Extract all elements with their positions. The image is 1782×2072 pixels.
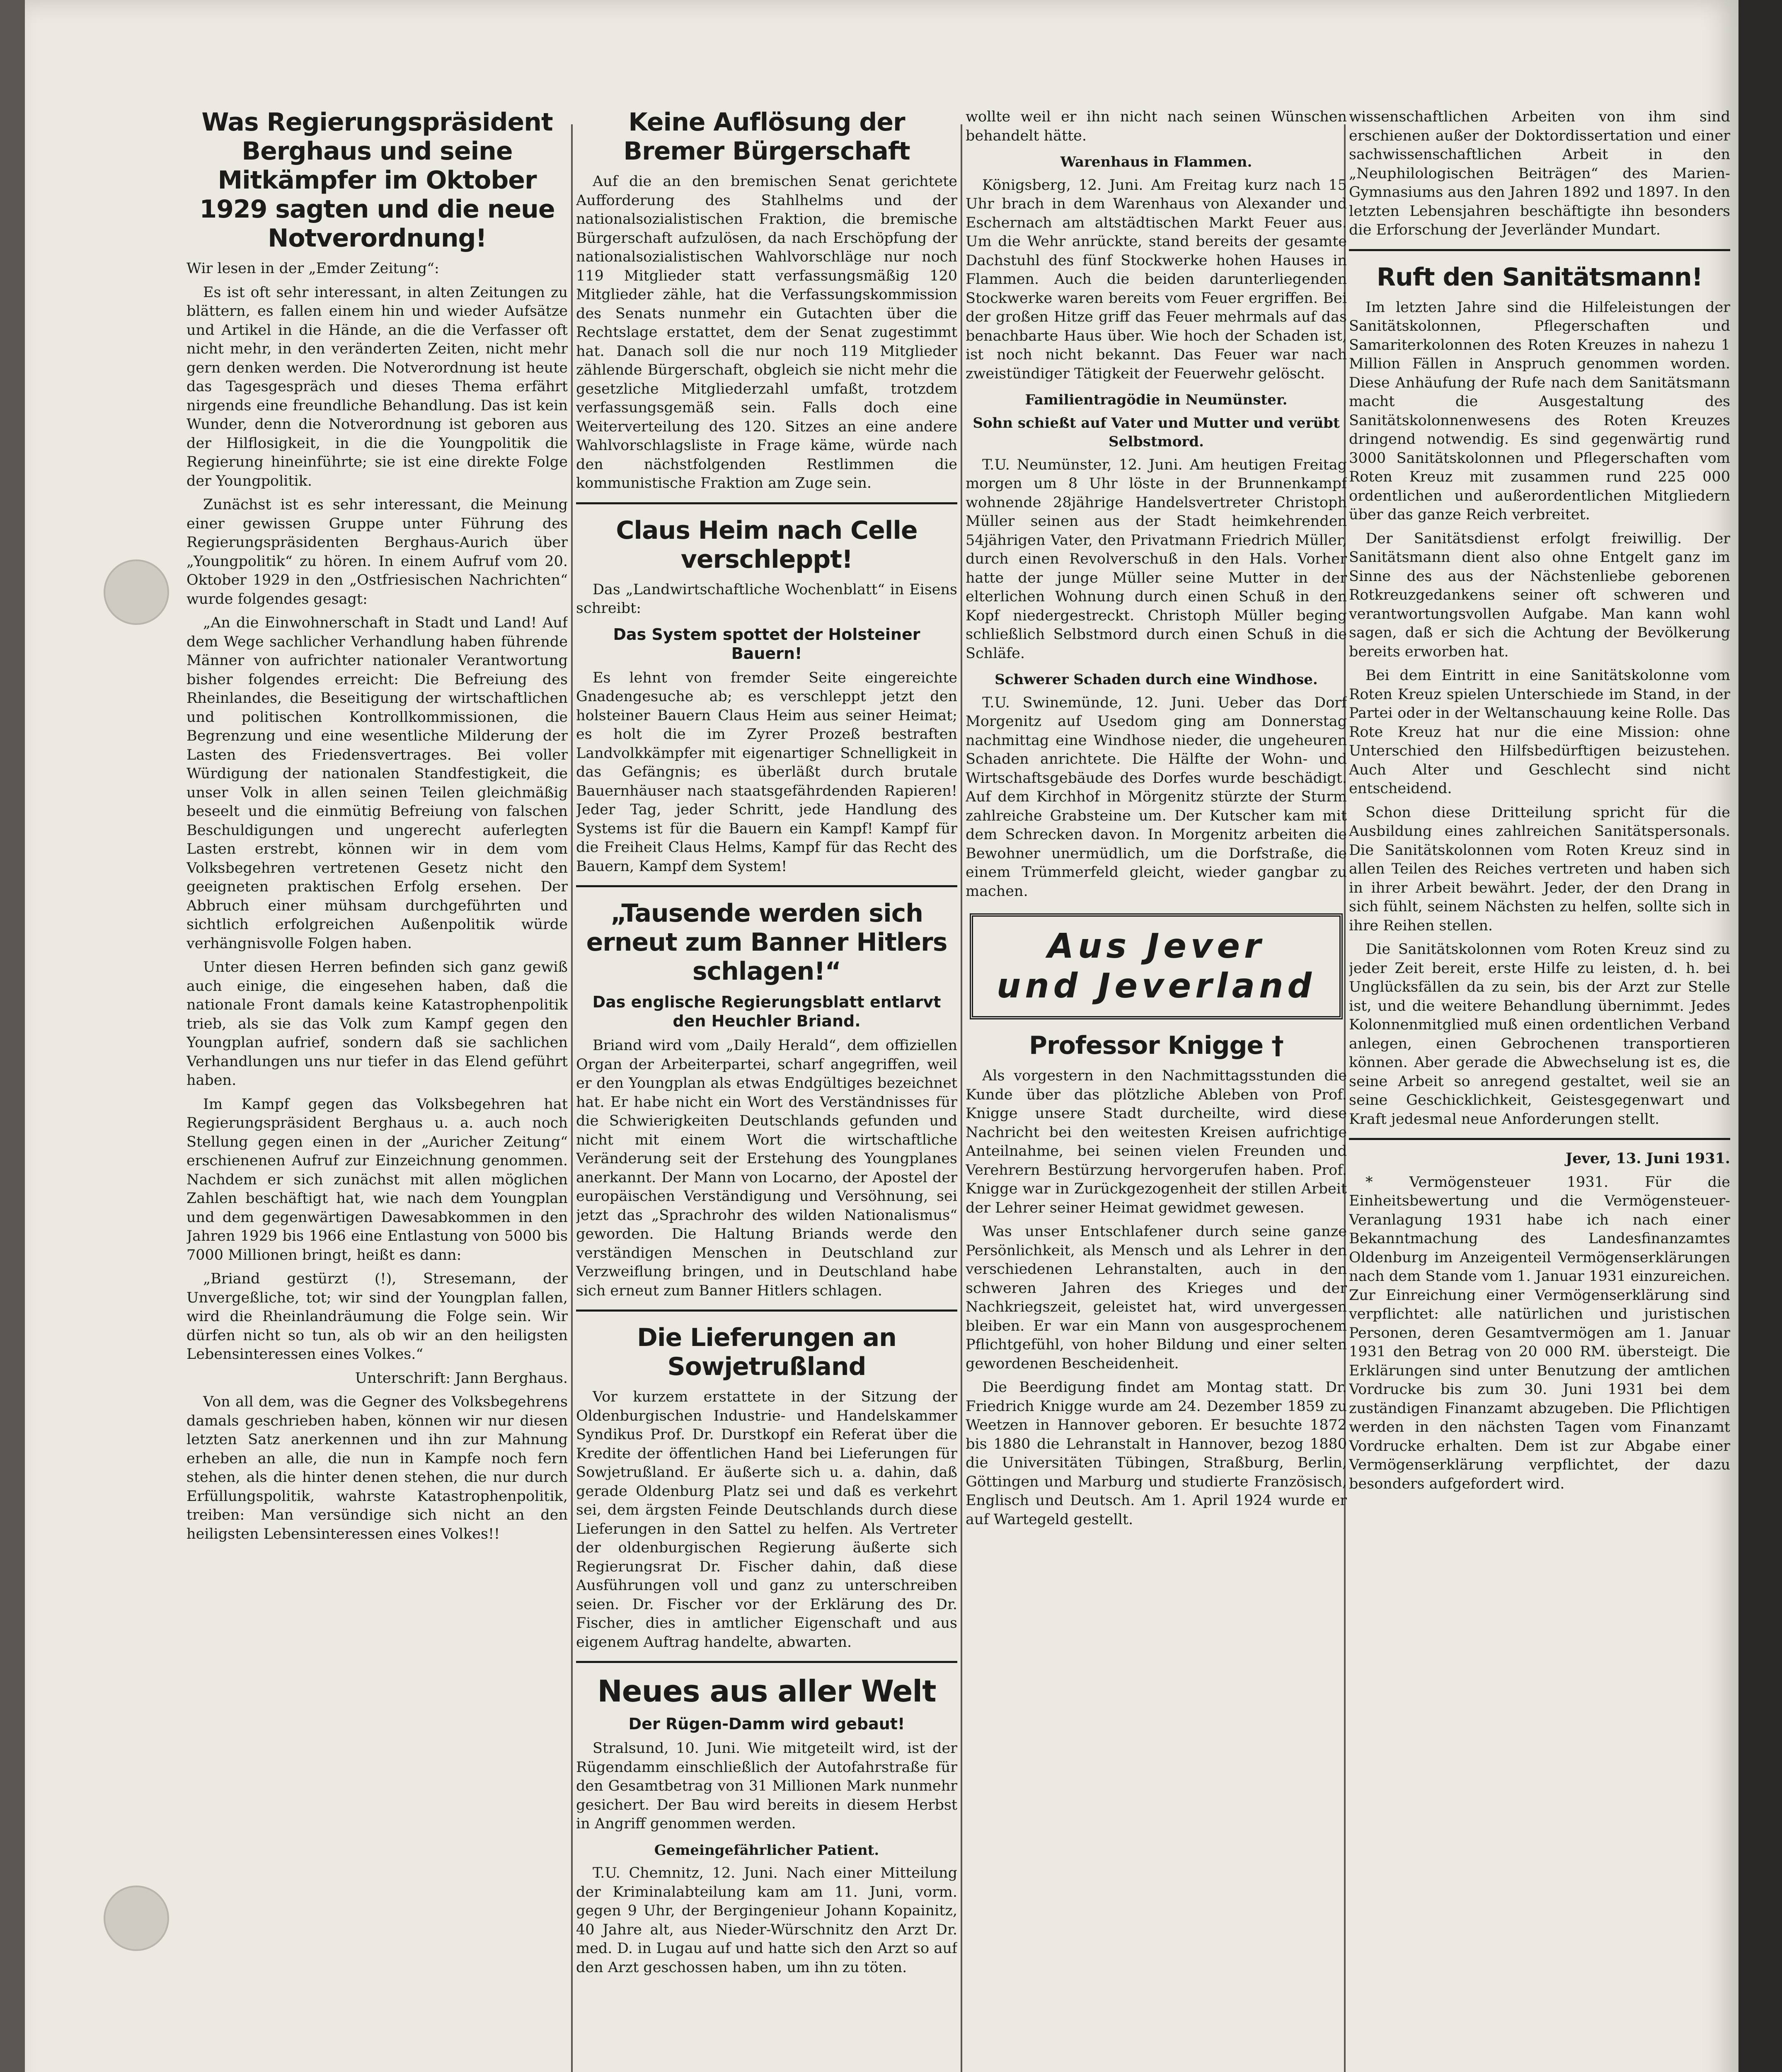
paragraph: Im letzten Jahre sind die Hilfeleistungen der Sanitätskolonnen, Pflegerschaften und Samariterkolonnen des Roten Kreuzes in nahezu 1 Million Fällen in Anspruch genommen worden. Diese Anhäufung der Rufe nach dem Sanitätsmann macht die Ausgestaltung des Sanitätskolonnenwesens des Roten Kreuzes dringend notwendig. Es sind gegenwärtig rund 3000 Sanitätskolonnen und Pflegerschaften vom Roten Kreuz mit zusammen rund 225 000 ordentlichen und außerordentlichen Mitgliedern über das ganze Reich verbreitet. [1349,299,1730,523]
paragraph: Das „Landwirtschaftliche Wochenblatt“ in Eisens schreibt: [576,581,957,617]
column-4 [1349,108,1730,2072]
punch-hole-top [104,559,169,625]
paragraph: Die Sanitätskolonnen vom Roten Kreuz sind zu jeder Zeit bereit, erste Hilfe zu leisten, d. h. bei Unglücksfällen da zu sein, bis der Arzt zur Stelle ist, und die weitere Behandlung übernimmt. Jedes Kolonnenmitglied muß einen ordentlichen Verband anlegen, einen Gebrochenen transportieren können. Aber gerade die Abwechselung ist es, die seine Arbeit so anregend gestaltet, weil sie an seine Geschicklichkeit, Geistesgegenwart und Kraft jedesmal neue Anforderungen stellt. [1349,941,1730,1128]
section-divider [576,1661,957,1663]
subheadline-patient: Gemeingefährlicher Patient. [654,1842,879,1859]
subheadline-briand: Das englische Regierungsblatt entlarvt den Heuchler Briand. [592,993,941,1030]
column-1 [186,108,568,2072]
paragraph: Von all dem, was die Gegner des Volksbegehrens damals geschrieben haben, können wir nur diesen letzten Satz anerkennen und ihn zur Mahnung erheben an alle, die nun in Kampfe noch fern stehen, als die hinter denen stehen, die nur durch Erfüllungspolitik, wahrste Katastrophenpolitik, treiben: Man versündige sich nicht an den heiligsten Lebensinteressen eines Volkes!! [186,1394,568,1542]
column-2 [576,108,957,2072]
section-divider [576,502,957,504]
paragraph: Im Kampf gegen das Volksbegehren hat Regierungspräsident Berghaus u. a. auch noch Stellung gegen einen in der „Auricher Zeitung“ erschienenen Aufruf zur Einzeichnung genommen. Nachdem er sich zunächst mit allen möglichen Zahlen beschäftigt hat, wie nach dem Youngplan und dem gegenwärtigen Dawesabkommen in den Jahren 1929 bis 1966 eine Entlastung von 5000 bis 7000 Millionen bringt, heißt es dann: [186,1096,568,1264]
paragraph: Briand wird vom „Daily Herald“, dem offiziellen Organ der Arbeiterpartei, scharf angegriffen, weil er den Youngplan als etwas Endgültiges bezeichnet hat. Er habe nicht ein Wort des Verständnisses für die Schwierigkeiten Deutschlands gefunden und nicht mit einem Wort die wirtschaftliche Veränderung seit der Erstehung des Youngplanes anerkannt. Der Mann von Locarno, der Apostel der europäischen Verständigung und Versöhnung, sei jetzt das „Sprachrohr des wilden Nationalismus“ geworden. Die Haltung Briands werde den verständigen Menschen in Deutschland zur Verzweiflung bringen, und in Deutschland habe sich erneut zum Banner Hitlers schlagen. [576,1037,957,1299]
subheadline-ruegen-damm: Der Rügen-Damm wird gebaut! [628,1715,905,1733]
paragraph: „An die Einwohnerschaft in Stadt und Land! Auf dem Wege sachlicher Verhandlung haben führende Männer von aufrichter nationaler Verantwortung bisher folgendes erreicht: Die Befreiung des Rheinlandes, die Beseitigung der wirtschaftlichen und politischen Kontrollkommissionen, die Begrenzung und eine wesentliche Milderung der Lasten des Friedensvertrages. Bei voller Würdigung der nationalen Standfestigkeit, die unser Volk in allen seinen Teilen gleichmäßig beseelt und die einmütig Befreiung von falschen Beschuldigungen und ungerecht auferlegten Lasten erstrebt, können wir in dem vom Volksbegehren vertretenen Gesetz nicht den geeigneten praktischen Erfolg ersehen. Der Abbruch einer mühsam durchgeführten und sichtlich erfolgreichen Außenpolitik würde verhängnisvolle Folgen haben. [186,615,568,952]
signature-line: Unterschrift: Jann Berghaus. [355,1370,568,1387]
paragraph: Stralsund, 10. Juni. Wie mitgeteilt wird, ist der Rügendamm einschließlich der Autofahrstraße für den Gesamtbetrag von 31 Millionen Mark nunmehr gesichert. Der Bau wird bereits in diesem Herbst in Angriff genommen werden. [576,1740,957,1832]
subheadline-sohn: Sohn schießt auf Vater und Mutter und verübt Selbstmord. [973,414,1340,450]
paragraph: Als vorgestern in den Nachmittagsstunden die Kunde über das plötzliche Ableben von Prof. Knigge unsere Stadt durcheilte, wird diese Nachricht bei den weitesten Kreisen aufrichtige Anteilnahme, bei seinen vielen Freunden und Verehrern Bestürzung hervorgerufen haben. Prof. Knigge war in Zurückgezogenheit der stillen Arbeit der Lehrer seiner Heimat gewidmet gewesen. [966,1067,1347,1216]
paragraph: „Briand gestürzt (!), Stresemann, der Unvergeßliche, tot; wir sind der Youngplan fallen, wird die Rheinlandräumung die Folge sein. Wir dürfen nicht so tun, als ob wir an den heiligsten Lebensinteressen eines Volkes.“ [186,1271,568,1363]
paragraph: T.U. Chemnitz, 12. Juni. Nach einer Mitteilung der Kriminalabteilung kam am 11. Juni, vorm. gegen 9 Uhr, der Bergingenieur Johann Kopainitz, 40 Jahre alt, aus Nieder-Würschnitz den Arzt Dr. med. D. in Lugau auf und hatte sich den Arzt so auf den Arzt geschossen haben, um ihn zu töten. [576,1865,957,1976]
headline-neues-aus-aller-welt: Neues aus aller Welt [597,1674,936,1709]
paragraph: Bei dem Eintritt in eine Sanitätskolonne vom Roten Kreuz spielen Unterschiede im Stand, in der Partei oder in der Weltanschauung keine Rolle. Das Rote Kreuz hat nur die eine Mission: ohne Unterschied den Hilfsbedürftigen beizustehen. Auch Alter und Geschlecht sind nicht entscheidend. [1349,667,1730,797]
dateline-jever: Jever, 13. Juni 1931. [1565,1150,1730,1167]
section-divider [1349,249,1730,251]
banner-line-1: Aus Jever [1047,927,1265,966]
paragraph: T.U. Swinemünde, 12. Juni. Ueber das Dorf Morgenitz auf Usedom ging am Donnerstag nachmittag eine Windhose nieder, die ungeheuren Schaden anrichtete. Die Hälfte der Wohn- und Wirtschaftsgebäude des Dorfes wurde beschädigt. Auf dem Kirchhof in Mörgenitz stürzte der Sturm zahlreiche Grabsteine um. Der Kutscher kam mit dem Schrecken davon. In Morgenitz arbeiten die Bewohner unermüdlich, um die Dorfstraße, die einem Trümmerfeld gleicht, wieder gangbar zu machen. [966,694,1347,900]
paragraph: Vor kurzem erstattete in der Sitzung der Oldenburgischen Industrie- und Handelskammer Syndikus Prof. Dr. Durstkopf ein Referat über die Kredite der öffentlichen Hand bei Lieferungen für Sowjetrußland. Er äußerte sich u. a. dahin, daß gerade Oldenburg Platz sei und daß es verkehrt sei, dem ärgsten Feinde Deutschlands durch diese Lieferungen in den Sattel zu helfen. Als Vertreter der oldenburgischen Regierung äußerte sich Regierungsrat Dr. Fischer dahin, daß diese Ausführungen voll und ganz zu unterschreiben seien. Dr. Fischer vor der Erklärung des Dr. Fischer, dies in amtlicher Eigenschaft und aus eigenem Auftrag handelte, abwarten. [576,1389,957,1651]
headline-sanitaetsmann: Ruft den Sanitätsmann! [1376,262,1703,292]
banner-line-2: und Jeverland [996,966,1316,1006]
paragraph: Königsberg, 12. Juni. Am Freitag kurz nach 15 Uhr brach in dem Warenhaus von Alexander und Eschernach am altstädtischen Markt Feuer aus. Um die Wehr anrückte, stand bereits der gesamte Dachstuhl des fünf Stockwerke hohen Hauses in Flammen. Auch die beiden darunterliegenden Stockwerke waren bereits vom Feuer ergriffen. Bei der großen Hitze griff das Feuer mehrmals auf das benachbarte Haus über. Wie hoch der Schaden ist, ist noch nicht bekannt. Das Feuer war nach zweistündiger Tätigkeit der Feuerwehr gelöscht. [966,177,1347,382]
section-divider [576,1310,957,1312]
paragraph: wollte weil er ihn nicht nach seinen Wünschen behandelt hätte. [966,109,1347,144]
paragraph: Es ist oft sehr interessant, in alten Zeitungen zu blättern, es fallen einem hin und wieder Aufsätze und Artikel in die Hände, an die die Verfasser oft nicht mehr, in den veränderten Zeiten, nicht mehr gern denken werden. Die Notverordnung ist heute das Tagesgespräch und dieses Thema erfährt nirgends eine freundliche Behandlung. Das ist kein Wunder, denn die Notverordnung ist geboren aus der Hilflosigkeit, in die die Youngpolitik die Regierung hineinführte; sie ist eine direkte Folge der Youngpolitik. [186,284,568,489]
headline-berghaus: Was Regierungspräsident Berghaus und seine Mitkämpfer im Oktober 1929 sagten und die neue Notverordnung! [199,108,555,253]
column-3 [966,108,1347,2072]
paragraph: Die Beerdigung findet am Montag statt. Dr. Friedrich Knigge wurde am 24. Dezember 1859 zu Weetzen in Hannover geboren. Er besuchte 1872 bis 1880 die Lehranstalt in Hannover, bezog 1880 die Universitäten Tübingen, Straßburg, Berlin, Göttingen und Marburg und studierte Französisch, Englisch und Deutsch. Am 1. April 1924 wurde er auf Wartegeld gestellt. [966,1379,1347,1528]
paragraph: Auf die an den bremischen Senat gerichtete Aufforderung des Stahlhelms und der nationalsozialistischen Fraktion, die bremische Bürgerschaft aufzulösen, da nach Erschöpfung der nationalsozialistischen Wahlvorschläge nur noch 119 Mitglieder statt verfassungsmäßig 120 Mitglieder zähle, hat die Verfassungskommission des Senats nunmehr ein Gutachten über die Rechtslage erstattet, dem der Senat zugestimmt hat. Danach soll die nur noch 119 Mitglieder zählende Bürgerschaft, obgleich sie nicht mehr die gesetzliche Mitgliederzahl umfaßt, trotzdem verfassungsgemäß sein. Falls doch eine Weiterverteilung des 120. Sitzes an eine andere Wahlvorschlagsliste in Frage käme, würde nach den nächstfolgenden Restlimmen die kommunistische Fraktion am Zuge sein. [576,173,957,491]
newspaper-page [25,0,1738,2072]
headline-claus-heim: Claus Heim nach Celle verschleppt! [616,516,918,574]
section-banner-jever [970,913,1343,1019]
headline-sowjetrussland: Die Lieferungen an Sowjetrußland [637,1323,896,1381]
paragraph: Schon diese Dritteilung spricht für die Ausbildung eines zahlreichen Sanitätspersonals. Die Sanitätskolonnen vom Roten Kreuz sind in allen Teilen des Reiches vertreten und haben sich in ihrer Arbeit bewährt. Jeder, der den Drang in sich fühlt, seinem Nächsten zu helfen, sollte sich in ihre Reihen stellen. [1349,804,1730,934]
subheadline-familientragoedie: Familientragödie in Neumünster. [1025,392,1288,408]
subheadline-warenhaus: Warenhaus in Flammen. [1060,154,1252,170]
column-rule [961,124,962,2072]
section-divider [576,885,957,887]
paragraph: Es lehnt von fremder Seite eingereichte Gnadengesuche ab; es verschleppt jetzt den holsteiner Bauern Claus Heim aus seiner Heimat; es holt die im Zyrer Prozeß bestraften Landvolkkämpfer mit eigenartiger Schnelligkeit in das Gefängnis; es überläßt durch brutale Bauernhäuser nach staatsgefährdenden Rapieren! Jeder Tag, jeder Schritt, jede Handlung des Systems ist für die Bauern ein Kampf! Kampf für die Freiheit Claus Helms, Kampf für das Recht des Bauern, Kampf dem System! [576,669,957,875]
headline-bremen: Keine Auflösung der Bremer Bürgerschaft [623,108,910,166]
subheadline-system: Das System spottet der Holsteiner Bauern! [613,625,920,663]
headline-professor-knigge: Professor Knigge † [1029,1031,1283,1060]
paragraph: Der Sanitätsdienst erfolgt freiwillig. Der Sanitätsmann dient also ohne Entgelt ganz im Sinne des aus der Nächstenliebe geborenen Rotkreuzgedankens seiner oft schweren und verantwortungsvollen Aufgabe. Man kann wohl sagen, daß er sich die Achtung der Bevölkerung bereits erworben hat. [1349,530,1730,660]
headline-tausende: „Tausende werden sich erneut zum Banner Hitlers schlagen!“ [586,899,947,986]
paragraph: T.U. Neumünster, 12. Juni. Am heutigen Freitag morgen um 8 Uhr löste in der Brunnenkampf wohnende 28jährige Handelsvertreter Christoph Müller seinen aus der Stadt heimkehrenden 54jährigen Vater, den Privatmann Friedrich Müller, durch einen Revolverschuß in den Hals. Vorher hatte der junge Müller seine Mutter in der elterlichen Wohnung durch einen Schuß in den Kopf niedergestreckt. Christoph Müller beging schließlich Selbstmord durch einen Schuß in die Schläfe. [966,456,1347,662]
paragraph: Wir lesen in der „Emder Zeitung“: [186,260,439,277]
punch-hole-bottom [104,1886,169,1951]
paragraph: Zunächst ist es sehr interessant, die Meinung einer gewissen Gruppe unter Führung des Regierungspräsidenten Berghaus-Aurich über „Youngpolitik“ zu hören. In einem Aufruf vom 20. Oktober 1929 in den „Ostfriesischen Nachrichten“ wurde folgendes gesagt: [186,496,568,608]
paragraph: wissenschaftlichen Arbeiten von ihm sind erschienen außer der Doktordissertation und einer sachwissenschaftlichen Arbeit in den „Neuphilologischen Beiträgen“ des Marien-Gymnasiums aus den Jahren 1892 und 1897. In den letzten Lebensjahren beschäftigte ihn besonders die Erforschung der Jeverländer Mundart. [1349,109,1730,238]
subheadline-windhose: Schwerer Schaden durch eine Windhose. [995,671,1318,688]
paragraph: Unter diesen Herren befinden sich ganz gewiß auch einige, die eingesehen haben, daß die nationale Front damals keine Katastrophenpolitik trieb, als sie das Volk zum Kampf gegen den Youngplan aufrief, sondern daß sie sachlichen Verhandlungen uns nur tiefer in das Elend geführt haben. [186,959,568,1089]
section-divider [1349,1138,1730,1140]
column-rule [571,124,573,2072]
paragraph: Was unser Entschlafener durch seine ganze Persönlichkeit, als Mensch und als Lehrer in den verschiedenen Lehranstalten, auch in den schweren Jahren des Krieges und der Nachkriegszeit, geleistet hat, wird unvergessen bleiben. Er war ein Mann von ausgesprochenem Pflichtgefühl, von hoher Bildung und einer selten gewordenen Bescheidenheit. [966,1223,1347,1372]
paragraph: * Vermögensteuer 1931. Für die Einheitsbewertung und die Vermögensteuer-Veranlagung 1931 habe ich nach einer Bekanntmachung des Landesfinanzamtes Oldenburg im Anzeigenteil Vermögenserklärungen nach dem Stande vom 1. Januar 1931 einzureichen. Zur Einreichung einer Vermögenserklärung sind verpflichtet: alle natürlichen und juristischen Personen, deren Gesamtvermögen am 1. Januar 1931 den Betrag von 20 000 RM. übersteigt. Die Erklärungen sind unter Benutzung der amtlichen Vordrucke bis zum 30. Juni 1931 bei dem zuständigen Finanzamt abzugeben. Die Pflichtigen werden in den nächsten Tagen vom Finanzamt Vordrucke erhalten. Dem ist zur Abgabe einer Vermögenserklärung verpflichtet, der dazu besonders aufgefordert wird. [1349,1174,1730,1492]
